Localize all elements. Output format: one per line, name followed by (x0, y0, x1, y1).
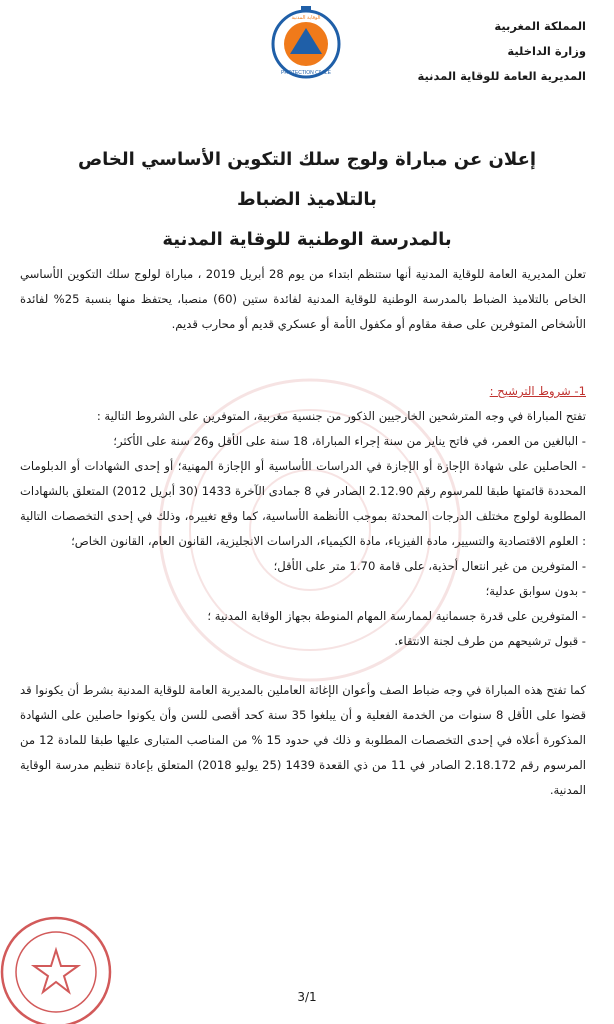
civil-protection-logo (268, 4, 344, 80)
org-kingdom: المملكة المغربية (494, 19, 586, 33)
organization-header (386, 14, 586, 89)
logo-top-text: الوقاية المدنية (291, 15, 321, 21)
condition-item: - بدون سوابق عدلية؛ (485, 584, 586, 598)
condition-item: - البالغين من العمر، في فاتح يناير من سنة إجراء المباراة، 18 سنة على الأقل و26 سنة على الأكثر؛ (113, 434, 586, 448)
conditions-intro: تفتح المباراة في وجه المترشحين الخارجيين الذكور من جنسية مغربية، المتوفرين على الشروط التالية : (96, 409, 586, 423)
page-number: 3/1 (297, 990, 317, 1004)
announcement-body (20, 262, 586, 803)
title-line-1: إعلان عن مباراة ولوج سلك التكوين الأساسي الخاص بالتلاميذ الضباط (77, 149, 537, 210)
condition-item: - المتوفرين على قدرة جسمانية لممارسة المهام المنوطة بجهاز الوقاية المدنية ؛ (207, 609, 586, 623)
logo-text: PROTECTION CIVILE (280, 70, 332, 76)
title-line-2: بالمدرسة الوطنية للوقاية المدنية (162, 229, 452, 250)
condition-item: - المتوفرين من غير انتعال أحذية، على قامة 1.70 متر على الأقل؛ (273, 559, 586, 573)
org-ministry: وزارة الداخلية (507, 44, 586, 58)
announcement-title (40, 140, 574, 260)
official-stamp (0, 892, 120, 1024)
internal-candidates-paragraph: كما تفتح هذه المباراة في وجه ضباط الصف وأعوان الإغاثة العاملين بالمديرية العامة للوقاية المدنية بشرط أن يكونوا قد قضوا على الأقل 8 سنوات من الخدمة الفعلية و أن يبلغوا 35 سنة كحد أقصى للسن وأن يكونوا حاصلين على الشهادة المذكورة أعلاه في إحدى التخصصات المطلوبة و ذلك في حدود 15 % من المناصب المتبارى عليها طبقا للمادة 12 من المرسوم رقم 2.18.172 الصادر في 11 من ذي القعدة 1439 (25 يوليو 2018) المتعلق بإعادة تنظيم مدرسة الوقاية المدنية. (20, 683, 586, 797)
section-title-conditions: 1- شروط الترشيح : (489, 384, 586, 398)
condition-item: - قبول ترشيحهم من طرف لجنة الانتقاء. (394, 634, 586, 648)
condition-item: - الحاصلين على شهادة الإجازة أو الإجازة في الدراسات الأساسية أو الإجازة المهنية؛ أو إحدى الشهادات أو الدبلومات المحددة قائمتها طبقا للمرسوم رقم 2.12.90 الصادر في 8 جمادى الآخرة 1433 (30 أبريل 2012) المتعلق بالشهادات المطلوبة لولوج مختلف الدرجات المحدثة بموجب الأنظمة الأساسية، كما وقع تغييره، وذلك في إحدى التخصصات التالية : العلوم الاقتصادية والتسيير، مادة الفيزياء، مادة الكيمياء، الدراسات الانجليزية، القانون العام، القانون الخاص؛ (20, 459, 586, 548)
org-directorate: المديرية العامة للوقاية المدنية (417, 69, 586, 83)
intro-paragraph: تعلن المديرية العامة للوقاية المدنية أنها ستنظم ابتداء من يوم 28 أبريل 2019 ، مباراة لولوج سلك التكوين الأساسي الخاص بالتلاميذ الضباط بالمدرسة الوطنية للوقاية المدنية لفائدة ستين (60) منصبا، يحتفظ منها بنسبة 25% لفائدة الأشخاص المتوفرين على صفة مقاوم أو مكفول الأمة أو عسكري قديم أو محارب قديم. (20, 267, 586, 331)
